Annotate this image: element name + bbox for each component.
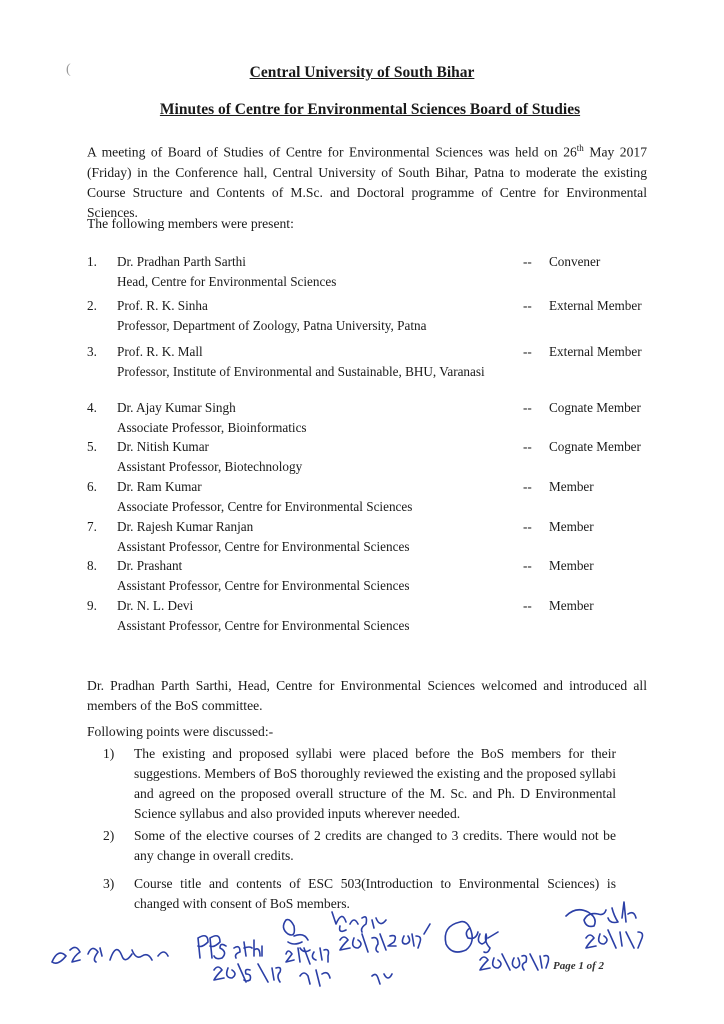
member-details [117, 556, 507, 596]
member-details [117, 398, 507, 438]
signatures-area [0, 890, 724, 1024]
signature-5 [445, 922, 498, 953]
member-separator: -- [523, 254, 532, 269]
member-role: Member [549, 519, 594, 534]
member-number: 3. [87, 344, 97, 359]
member-name: Dr. Ajay Kumar Singh [117, 400, 236, 415]
member-name: Dr. Ram Kumar [117, 479, 202, 494]
member-designation: Assistant Professor, Centre for Environmental Sciences [117, 618, 410, 633]
member-number: 7. [87, 519, 97, 534]
point-number: 1) [103, 746, 115, 761]
member-designation: Associate Professor, Centre for Environmental Sciences [117, 499, 413, 514]
signature-4 [332, 912, 386, 932]
member-designation: Professor, Institute of Environmental and Sustainable, BHU, Varanasi [117, 364, 485, 379]
member-details [117, 517, 507, 557]
member-role: Member [549, 558, 594, 573]
member-name: Dr. Nitish Kumar [117, 439, 209, 454]
member-separator: -- [523, 598, 532, 613]
member-role: External Member [549, 298, 642, 313]
member-role: Member [549, 479, 594, 494]
member-number: 4. [87, 400, 97, 415]
member-name: Dr. Prashant [117, 558, 183, 573]
member-number: 2. [87, 298, 97, 313]
member-separator: -- [523, 519, 532, 534]
signature-4-date [340, 924, 430, 952]
discussion-heading: Following points were discussed:- [87, 724, 274, 739]
member-separator: -- [523, 344, 532, 359]
member-separator: -- [523, 298, 532, 313]
signature-6-date [586, 930, 643, 948]
signature-4-extra [300, 970, 392, 986]
member-number: 5. [87, 439, 97, 454]
member-number: 8. [87, 558, 97, 573]
member-name: Dr. Rajesh Kumar Ranjan [117, 519, 254, 534]
signature-2-date [214, 964, 281, 982]
member-separator: -- [523, 400, 532, 415]
university-title: Central University of South Bihar [249, 64, 475, 81]
member-designation: Assistant Professor, Centre for Environmental Sciences [117, 578, 410, 593]
member-role: External Member [549, 344, 642, 359]
member-separator: -- [523, 479, 532, 494]
member-number: 9. [87, 598, 97, 613]
point-number: 2) [103, 828, 115, 843]
member-name: Prof. R. K. Sinha [117, 298, 208, 313]
signature-5-date [480, 954, 549, 970]
member-designation: Assistant Professor, Biotechnology [117, 459, 303, 474]
member-role: Cognate Member [549, 400, 641, 415]
member-number: 6. [87, 479, 97, 494]
member-number: 1. [87, 254, 97, 269]
signature-3 [283, 920, 310, 952]
signature-3-date [286, 948, 329, 964]
member-name: Dr. N. L. Devi [117, 598, 194, 613]
member-designation: Associate Professor, Bioinformatics [117, 420, 307, 435]
member-role: Member [549, 598, 594, 613]
member-role: Convener [549, 254, 601, 269]
member-name: Prof. R. K. Mall [117, 344, 203, 359]
member-separator: -- [523, 558, 532, 573]
member-designation: Head, Centre for Environmental Sciences [117, 274, 337, 289]
member-name: Dr. Pradhan Parth Sarthi [117, 254, 246, 269]
page-number: Page 1 of 2 [553, 960, 605, 972]
signature-6 [566, 902, 636, 926]
members-present-line: The following members were present: [87, 216, 294, 231]
member-details [117, 477, 507, 517]
member-separator: -- [523, 439, 532, 454]
minutes-title: Minutes of Centre for Environmental Sciences Board of Studies [159, 101, 581, 118]
signature-1 [52, 947, 168, 963]
member-details [117, 296, 507, 336]
signature-2 [198, 936, 262, 959]
point-text: Course title and contents of ESC 503(Introduction to Environmental Sciences) is changed with consent of BoS members. [134, 876, 616, 911]
point-text: Some of the elective courses of 2 credits are changed to 3 credits. There would not be any change in overall credits. [134, 828, 616, 863]
member-details [117, 437, 507, 477]
member-designation: Professor, Department of Zoology, Patna University, Patna [117, 318, 427, 333]
member-designation: Assistant Professor, Centre for Environmental Sciences [117, 539, 410, 554]
scan-margin-mark: ( [66, 62, 71, 77]
member-details [117, 342, 507, 382]
point-text: The existing and proposed syllabi were placed before the BoS members for their suggestions. Members of BoS thoroughly reviewed the existing and the proposed syllabi and agreed on the proposed overall structure of the M. Sc. and Ph. D Environmental Science syllabus and also provided inputs wherever needed. [134, 746, 616, 821]
intro-paragraph: A meeting of Board of Studies of Centre for Environmental Sciences was held on 26th May 2017 (Friday) in the Conference hall, Central University of South Bihar, Patna to moderate the existing Course Structure and Contents of M.Sc. and Doctoral programme of Centre for Environmental Sciences. [87, 143, 647, 220]
member-role: Cognate Member [549, 439, 641, 454]
point-number: 3) [103, 876, 115, 891]
welcome-paragraph: Dr. Pradhan Parth Sarthi, Head, Centre for Environmental Sciences welcomed and introduced all members of the BoS committee. [87, 678, 647, 713]
member-details [117, 596, 507, 636]
member-details [117, 252, 507, 292]
